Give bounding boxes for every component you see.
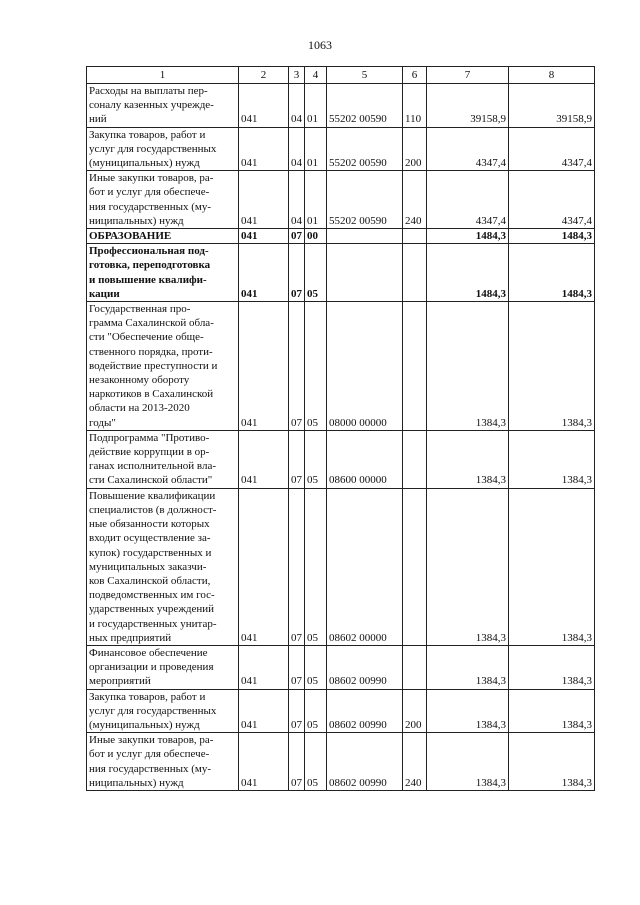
table-row: [87, 733, 595, 791]
amount-col-8: 1384,3: [509, 302, 595, 431]
description-line: ния государственных (му-: [89, 762, 212, 775]
amount-col-8: 1384,3: [509, 689, 595, 733]
row-description: [87, 689, 239, 733]
table-row: [87, 302, 595, 431]
budget-table: [86, 66, 595, 791]
row-description: [87, 733, 239, 791]
subsection-code: 05: [305, 645, 327, 689]
amount-col-7: 1384,3: [427, 430, 509, 488]
row-description: [87, 244, 239, 302]
table-row: [87, 430, 595, 488]
row-description: [87, 229, 239, 244]
description-line: сти "Обеспечение обще-: [89, 331, 204, 344]
target-article-code: 08602 00990: [327, 733, 403, 791]
subsection-code: 05: [305, 302, 327, 431]
row-description: [87, 645, 239, 689]
description-line: готовка, переподготовка: [89, 259, 211, 272]
ministry-code: 041: [239, 689, 289, 733]
description-line: Иные закупки товаров, ра-: [89, 172, 214, 185]
amount-col-8: 4347,4: [509, 171, 595, 229]
description-line: кации: [89, 287, 120, 300]
subsection-code: 01: [305, 171, 327, 229]
description-line: области на 2013-2020: [89, 402, 190, 415]
subsection-code: 05: [305, 430, 327, 488]
ministry-code: 041: [239, 488, 289, 645]
description-line: Повышение квалификации: [89, 489, 216, 502]
column-header: 5: [327, 67, 403, 84]
column-header: 4: [305, 67, 327, 84]
section-code: 07: [289, 488, 305, 645]
amount-col-8: 4347,4: [509, 127, 595, 171]
ministry-code: 041: [239, 244, 289, 302]
column-header: 2: [239, 67, 289, 84]
description-line: подведомственных им гос-: [89, 589, 215, 602]
amount-col-8: 1384,3: [509, 733, 595, 791]
section-code: 04: [289, 127, 305, 171]
subsection-code: 05: [305, 244, 327, 302]
header-row: [87, 67, 595, 84]
amount-col-8: 1384,3: [509, 645, 595, 689]
row-description: [87, 127, 239, 171]
row-description: [87, 488, 239, 645]
ministry-code: 041: [239, 733, 289, 791]
section-code: 07: [289, 229, 305, 244]
amount-col-7: 1384,3: [427, 733, 509, 791]
description-line: ниципальных) нужд: [89, 776, 184, 789]
description-line: Государственная про-: [89, 303, 191, 316]
target-article-code: 08602 00990: [327, 689, 403, 733]
target-article-code: 55202 00590: [327, 171, 403, 229]
description-line: ударственных учреждений: [89, 603, 215, 616]
description-line: ные обязанности которых: [89, 518, 210, 531]
subsection-code: 05: [305, 733, 327, 791]
description-line: ков Сахалинской области,: [89, 574, 211, 587]
subsection-code: 01: [305, 84, 327, 128]
amount-col-7: 1384,3: [427, 302, 509, 431]
description-line: ОБРАЗОВАНИЕ: [89, 230, 172, 243]
expense-type-code: [403, 244, 427, 302]
description-line: бот и услуг для обеспече-: [89, 748, 210, 761]
description-line: Подпрограмма "Противо-: [89, 431, 210, 444]
description-line: Профессиональная под-: [89, 245, 209, 258]
ministry-code: 041: [239, 430, 289, 488]
description-line: действие коррупции в ор-: [89, 446, 210, 459]
description-line: ственного порядка, проти-: [89, 345, 213, 358]
target-article-code: 55202 00590: [327, 84, 403, 128]
expense-type-code: 240: [403, 171, 427, 229]
expense-type-code: [403, 645, 427, 689]
description-line: ганах исполнительной вла-: [89, 460, 216, 473]
description-line: бот и услуг для обеспече-: [89, 186, 210, 199]
column-header: 1: [87, 67, 239, 84]
section-code: 04: [289, 171, 305, 229]
row-description: [87, 302, 239, 431]
amount-col-7: 1484,3: [427, 229, 509, 244]
description-line: ний: [89, 113, 107, 126]
table-row: [87, 488, 595, 645]
column-header: 3: [289, 67, 305, 84]
expense-type-code: [403, 302, 427, 431]
expense-type-code: [403, 229, 427, 244]
column-header: 7: [427, 67, 509, 84]
amount-col-7: 1484,3: [427, 244, 509, 302]
description-line: ных предприятий: [89, 631, 172, 644]
subsection-code: 05: [305, 689, 327, 733]
description-line: сти Сахалинской области": [89, 474, 213, 487]
table-row: [87, 127, 595, 171]
section-code: 07: [289, 645, 305, 689]
amount-col-7: 1384,3: [427, 488, 509, 645]
page-number: 1063: [308, 38, 332, 52]
expense-type-code: [403, 488, 427, 645]
amount-col-8: 1484,3: [509, 244, 595, 302]
target-article-code: 08602 00990: [327, 645, 403, 689]
description-line: услуг для государственных: [89, 142, 217, 155]
row-description: [87, 84, 239, 128]
description-line: входит осуществление за-: [89, 532, 211, 545]
expense-type-code: 200: [403, 127, 427, 171]
amount-col-8: 1384,3: [509, 488, 595, 645]
target-article-code: 08600 00000: [327, 430, 403, 488]
description-line: Иные закупки товаров, ра-: [89, 734, 214, 747]
section-code: 04: [289, 84, 305, 128]
amount-col-8: 1484,3: [509, 229, 595, 244]
amount-col-8: 1384,3: [509, 430, 595, 488]
description-line: Закупка товаров, работ и: [89, 690, 206, 703]
table-row: [87, 229, 595, 244]
description-line: муниципальных заказчи-: [89, 560, 207, 573]
target-article-code: 08602 00000: [327, 488, 403, 645]
expense-type-code: [403, 430, 427, 488]
description-line: Финансовое обеспечение: [89, 646, 208, 659]
description-line: и повышение квалифи-: [89, 273, 207, 286]
column-header: 6: [403, 67, 427, 84]
target-article-code: 55202 00590: [327, 127, 403, 171]
description-line: купок) государственных и: [89, 546, 212, 559]
subsection-code: 00: [305, 229, 327, 244]
description-line: соналу казенных учрежде-: [89, 99, 214, 112]
expense-type-code: 110: [403, 84, 427, 128]
amount-col-7: 1384,3: [427, 645, 509, 689]
section-code: 07: [289, 430, 305, 488]
description-line: Закупка товаров, работ и: [89, 128, 206, 141]
table-row: [87, 244, 595, 302]
row-description: [87, 171, 239, 229]
amount-col-7: 1384,3: [427, 689, 509, 733]
description-line: организации и проведения: [89, 661, 214, 674]
description-line: мероприятий: [89, 675, 151, 688]
amount-col-7: 4347,4: [427, 171, 509, 229]
subsection-code: 01: [305, 127, 327, 171]
amount-col-7: 4347,4: [427, 127, 509, 171]
description-line: наркотиков в Сахалинской: [89, 388, 214, 401]
description-line: грамма Сахалинской обла-: [89, 317, 214, 330]
section-code: 07: [289, 302, 305, 431]
expense-type-code: 240: [403, 733, 427, 791]
description-line: водействие преступности и: [89, 359, 218, 372]
table-row: [87, 171, 595, 229]
section-code: 07: [289, 733, 305, 791]
ministry-code: 041: [239, 171, 289, 229]
ministry-code: 041: [239, 84, 289, 128]
expense-type-code: 200: [403, 689, 427, 733]
description-line: специалистов (в должност-: [89, 503, 217, 516]
subsection-code: 05: [305, 488, 327, 645]
ministry-code: 041: [239, 127, 289, 171]
target-article-code: [327, 244, 403, 302]
ministry-code: 041: [239, 229, 289, 244]
description-line: (муниципальных) нужд: [89, 718, 200, 731]
table-body: [87, 84, 595, 791]
description-line: годы": [89, 416, 116, 429]
table-row: [87, 84, 595, 128]
ministry-code: 041: [239, 302, 289, 431]
description-line: услуг для государственных: [89, 704, 217, 717]
section-code: 07: [289, 244, 305, 302]
column-header: 8: [509, 67, 595, 84]
table-row: [87, 689, 595, 733]
target-article-code: 08000 00000: [327, 302, 403, 431]
table-row: [87, 645, 595, 689]
description-line: (муниципальных) нужд: [89, 157, 200, 170]
target-article-code: [327, 229, 403, 244]
description-line: Расходы на выплаты пер-: [89, 85, 208, 97]
section-code: 07: [289, 689, 305, 733]
description-line: ния государственных (му-: [89, 200, 212, 213]
description-line: незаконному обороту: [89, 374, 190, 387]
row-description: [87, 430, 239, 488]
description-line: ниципальных) нужд: [89, 214, 184, 227]
amount-col-8: 39158,9: [509, 84, 595, 128]
amount-col-7: 39158,9: [427, 84, 509, 128]
description-line: и государственных унитар-: [89, 617, 217, 630]
ministry-code: 041: [239, 645, 289, 689]
